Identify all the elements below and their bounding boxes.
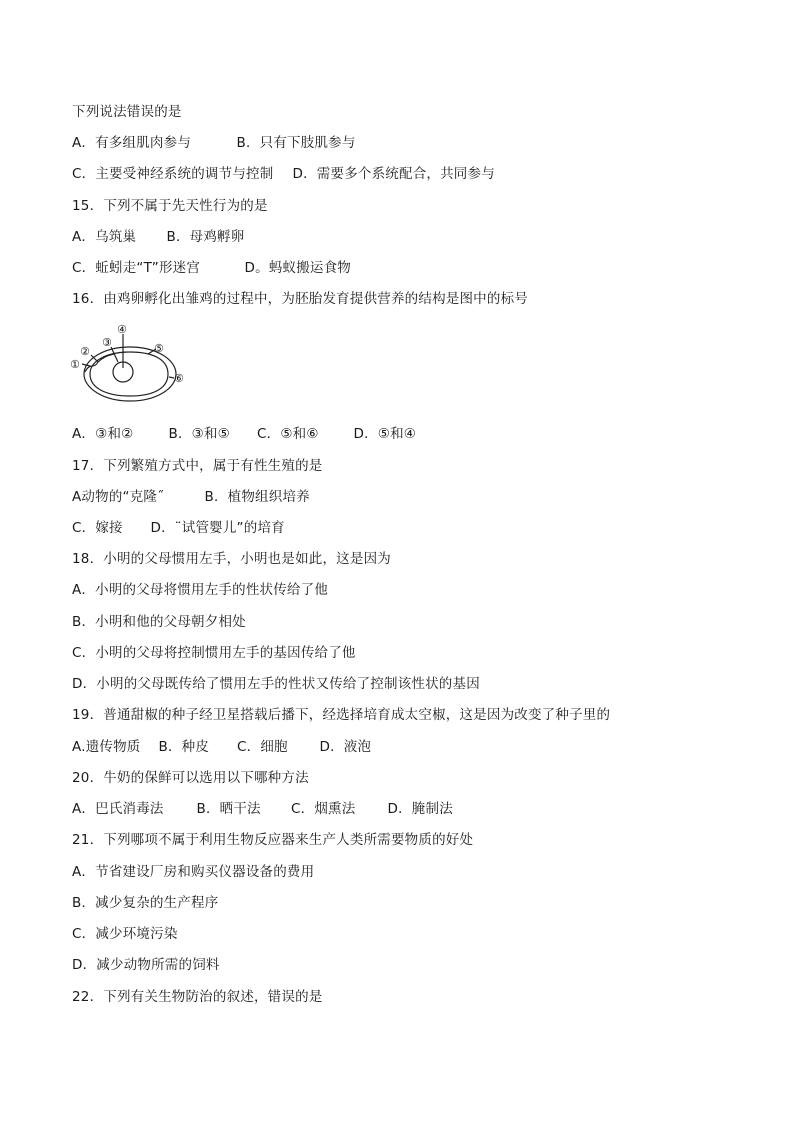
- question-20-options: [72, 799, 453, 819]
- question-17-options-ab: [72, 487, 310, 507]
- option-d: D．小明的父母既传给了惯用左手的性状又传给了控制该性状的基因: [72, 676, 480, 692]
- question-18-option-b: [72, 612, 246, 632]
- option-c: C．主要受神经系统的调节与控制: [72, 166, 274, 182]
- question-17-stem: [72, 456, 322, 476]
- question-14-options-cd: [72, 164, 495, 184]
- option-a: A．小明的父母将惯用左手的性状传给了他: [72, 582, 329, 598]
- option-b: B．只有下肢肌参与: [236, 135, 356, 151]
- option-c: C．烟熏法: [291, 801, 356, 817]
- text: 21．下列哪项不属于利用生物反应器来生产人类所需要物质的好处: [72, 832, 474, 848]
- question-21-option-b: [72, 893, 218, 913]
- text: 17．下列繁殖方式中，属于有性生殖的是: [72, 458, 323, 474]
- question-19-stem: [72, 705, 610, 725]
- option-b: B．减少复杂的生产程序: [72, 895, 219, 911]
- label-6: ⑥: [174, 372, 184, 385]
- option-b: B．植物组织培养: [204, 489, 310, 505]
- question-14-stem: [72, 102, 182, 122]
- question-15-options-ab: [72, 227, 244, 247]
- question-18-option-c: [72, 643, 356, 663]
- text: 下列说法错误的是: [72, 104, 182, 120]
- option-a: A动物的“克隆˝: [72, 489, 165, 505]
- question-14-options-ab: [72, 133, 356, 153]
- option-d: D．液泡: [319, 739, 372, 755]
- text: 22．下列有关生物防治的叙述，错误的是: [72, 989, 323, 1005]
- question-20-stem: [72, 768, 309, 788]
- text: 20．牛奶的保鲜可以选用以下哪种方法: [72, 770, 309, 786]
- question-21-stem: [72, 830, 473, 850]
- egg-structure-figure: [68, 322, 188, 418]
- option-a: A．乌筑巢: [72, 229, 137, 245]
- question-16-options: [72, 424, 416, 444]
- option-b: B．③和⑤: [168, 426, 230, 442]
- label-1: ①: [70, 358, 80, 371]
- option-a: A．节省建设厂房和购买仪器设备的费用: [72, 864, 315, 880]
- question-18-option-d: [72, 674, 480, 694]
- question-18-stem: [72, 549, 391, 569]
- text: 18．小明的父母惯用左手，小明也是如此，这是因为: [72, 551, 391, 567]
- option-c: C．小明的父母将控制惯用左手的基因传给了他: [72, 645, 356, 661]
- option-a: A.遗传物质: [72, 739, 141, 755]
- question-15-options-cd: [72, 258, 351, 278]
- option-d: D。蚂蚁搬运食物: [244, 260, 351, 276]
- question-16-stem: [72, 289, 528, 309]
- question-21-option-d: [72, 955, 220, 975]
- option-d: D．腌制法: [387, 801, 453, 817]
- text: 19．普通甜椒的种子经卫星搭载后播下，经选择培育成太空椒，这是因为改变了种子里的: [72, 707, 611, 723]
- option-d: D．需要多个系统配合，共同参与: [292, 166, 495, 182]
- text: 15．下列不属于先天性行为的是: [72, 198, 268, 214]
- question-19-options: [72, 737, 371, 757]
- text: 16．由鸡卵孵化出雏鸡的过程中，为胚胎发育提供营养的结构是图中的标号: [72, 291, 528, 307]
- question-21-option-c: [72, 924, 178, 944]
- option-c: C．蚯蚓走“T”形迷宫: [72, 260, 201, 276]
- option-c: C．⑤和⑥: [257, 426, 319, 442]
- option-d: D．¨试管婴儿”的培育: [150, 520, 285, 536]
- question-21-option-a: [72, 862, 314, 882]
- label-2: ②: [80, 345, 90, 358]
- option-a: A．③和②: [72, 426, 134, 442]
- option-b: B．种皮: [158, 739, 210, 755]
- question-15-stem: [72, 196, 268, 216]
- question-22-stem: [72, 987, 322, 1007]
- option-c: C．减少环境污染: [72, 926, 178, 942]
- option-d: D．⑤和④: [353, 426, 417, 442]
- option-b: B．母鸡孵卵: [166, 229, 245, 245]
- option-a: A．有多组肌肉参与: [72, 135, 192, 151]
- option-a: A．巴氏消毒法: [72, 801, 164, 817]
- label-4: ④: [117, 323, 127, 336]
- question-18-option-a: [72, 580, 328, 600]
- label-3: ③: [102, 336, 112, 349]
- label-5: ⑤: [154, 342, 164, 355]
- question-17-options-cd: [72, 518, 285, 538]
- option-c: C．细胞: [237, 739, 288, 755]
- option-b: B．晒干法: [196, 801, 261, 817]
- option-d: D．减少动物所需的饲料: [72, 957, 220, 973]
- egg-shell: [84, 347, 176, 401]
- option-b: B．小明和他的父母朝夕相处: [72, 614, 246, 630]
- option-c: C．嫁接: [72, 520, 123, 536]
